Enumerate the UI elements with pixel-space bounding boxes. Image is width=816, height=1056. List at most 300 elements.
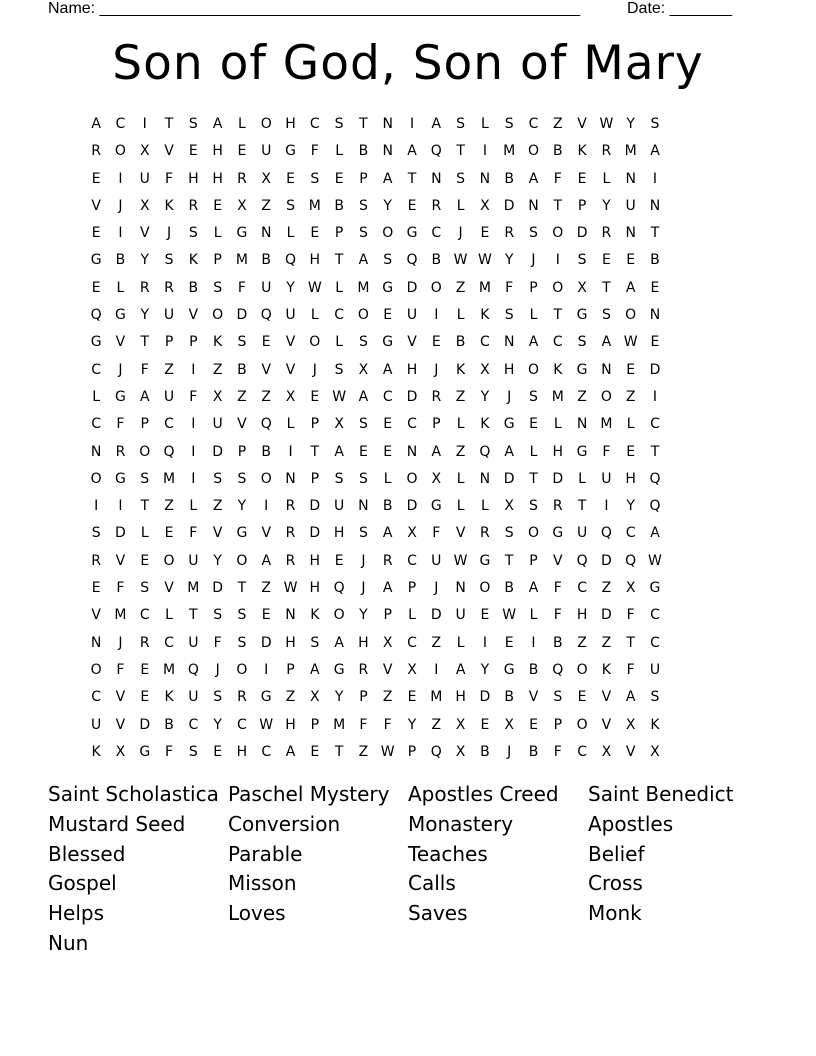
- grid-letter: C: [577, 743, 587, 760]
- grid-letter: N: [625, 225, 636, 242]
- grid-letter: V: [212, 525, 223, 542]
- grid-letter: D: [115, 525, 126, 542]
- grid-letter: J: [434, 361, 439, 378]
- grid-letter: K: [213, 334, 223, 351]
- grid-letter: W: [259, 716, 274, 733]
- word-bank-item: Monastery: [408, 811, 514, 836]
- grid-letter: P: [432, 416, 441, 433]
- grid-letter: D: [600, 552, 612, 569]
- grid-letter: U: [649, 661, 661, 678]
- grid-letter: P: [334, 225, 344, 242]
- grid-letter: D: [503, 470, 515, 487]
- grid-letter: U: [212, 416, 223, 433]
- grid-letter: O: [406, 470, 418, 487]
- grid-letter: C: [625, 525, 636, 542]
- grid-letter: R: [431, 197, 442, 214]
- grid-letter: Y: [407, 716, 417, 733]
- grid-letter: O: [139, 443, 151, 460]
- grid-letter: I: [482, 143, 487, 160]
- grid-letter: C: [407, 634, 417, 651]
- grid-letter: Q: [430, 143, 442, 160]
- grid-letter: L: [578, 470, 586, 487]
- grid-letter: F: [237, 279, 246, 296]
- grid-letter: C: [407, 552, 417, 569]
- grid-letter: X: [455, 716, 466, 733]
- grid-row: [84, 551, 744, 578]
- grid-letter: T: [237, 580, 247, 597]
- grid-letter: Z: [601, 634, 612, 651]
- grid-letter: D: [503, 197, 515, 214]
- grid-letter: W: [380, 743, 395, 760]
- grid-letter: V: [91, 607, 101, 624]
- grid-letter: X: [139, 143, 150, 160]
- grid-letter: L: [116, 279, 125, 296]
- grid-letter: P: [310, 416, 320, 433]
- grid-letter: Y: [286, 279, 295, 296]
- grid-letter: J: [458, 225, 463, 242]
- grid-letter: R: [91, 552, 102, 569]
- grid-letter: Q: [649, 470, 661, 487]
- grid-letter: A: [212, 116, 223, 132]
- grid-letter: A: [528, 334, 539, 351]
- grid-letter: O: [430, 279, 442, 296]
- grid-letter: O: [90, 661, 102, 678]
- grid-letter: U: [163, 388, 175, 405]
- word-bank-item: Conversion: [228, 811, 341, 836]
- grid-letter: D: [309, 498, 321, 515]
- grid-letter: P: [529, 279, 538, 296]
- grid-letter: B: [455, 334, 466, 351]
- grid-letter: F: [432, 525, 441, 542]
- grid-letter: M: [624, 143, 637, 160]
- grid-letter: A: [358, 388, 369, 405]
- grid-letter: F: [553, 170, 562, 187]
- grid-letter: L: [238, 116, 246, 132]
- grid-letter: T: [529, 470, 538, 487]
- grid-letter: N: [90, 443, 102, 460]
- grid-letter: C: [407, 416, 417, 433]
- grid-letter: Q: [552, 661, 564, 678]
- grid-letter: A: [431, 443, 442, 460]
- grid-letter: L: [286, 225, 295, 242]
- grid-letter: R: [285, 498, 296, 515]
- grid-row: [84, 250, 744, 277]
- grid-letter: G: [576, 443, 588, 460]
- grid-letter: K: [164, 197, 174, 214]
- grid-letter: T: [504, 552, 514, 569]
- grid-letter: E: [529, 716, 538, 733]
- grid-letter: S: [577, 334, 587, 351]
- grid-letter: T: [553, 197, 563, 214]
- grid-letter: C: [650, 416, 660, 433]
- grid-letter: E: [334, 552, 344, 569]
- grid-letter: M: [551, 388, 564, 405]
- grid-letter: H: [576, 607, 588, 624]
- grid-letter: T: [334, 743, 344, 760]
- grid-letter: Q: [260, 416, 272, 433]
- grid-letter: P: [359, 689, 368, 706]
- grid-letter: H: [358, 634, 369, 651]
- grid-letter: P: [237, 443, 247, 460]
- grid-letter: Z: [431, 716, 442, 733]
- grid-letter: G: [576, 307, 588, 324]
- grid-letter: N: [358, 498, 369, 515]
- grid-letter: S: [213, 607, 223, 624]
- grid-letter: L: [335, 279, 344, 296]
- grid-letter: J: [118, 634, 123, 651]
- grid-letter: I: [191, 361, 196, 378]
- grid-letter: X: [310, 689, 320, 706]
- grid-letter: S: [188, 116, 198, 132]
- grid-letter: O: [527, 361, 539, 378]
- grid-letter: R: [188, 197, 199, 214]
- grid-letter: U: [625, 197, 636, 214]
- word-bank-item: Loves: [228, 901, 286, 926]
- grid-letter: D: [212, 580, 224, 597]
- word-bank-item: Saint Scholastica: [48, 782, 219, 806]
- grid-letter: S: [601, 307, 611, 324]
- grid-letter: X: [625, 580, 636, 597]
- grid-row: [84, 660, 744, 687]
- grid-letter: W: [599, 116, 614, 132]
- grid-letter: B: [504, 170, 514, 187]
- grid-letter: C: [431, 225, 442, 242]
- grid-letter: S: [358, 197, 368, 214]
- grid-letter: F: [553, 580, 562, 597]
- grid-letter: Y: [237, 498, 247, 515]
- grid-row: [84, 223, 744, 250]
- grid-letter: S: [334, 116, 344, 132]
- grid-letter: G: [236, 525, 248, 542]
- grid-letter: Z: [431, 634, 442, 651]
- grid-letter: V: [164, 143, 174, 160]
- grid-letter: O: [114, 143, 126, 160]
- grid-letter: P: [213, 252, 222, 269]
- grid-letter: E: [310, 743, 320, 760]
- grid-letter: K: [650, 716, 660, 733]
- grid-letter: X: [431, 470, 442, 487]
- grid-letter: M: [357, 279, 370, 296]
- word-bank-item: Saint Benedict: [588, 782, 734, 806]
- grid-letter: I: [191, 416, 196, 433]
- grid-letter: F: [165, 743, 174, 760]
- grid-letter: Y: [140, 252, 150, 269]
- grid-letter: M: [114, 607, 127, 624]
- grid-letter: Z: [261, 197, 272, 214]
- grid-letter: Z: [285, 689, 296, 706]
- grid-letter: S: [529, 498, 538, 515]
- grid-letter: X: [139, 197, 150, 214]
- grid-letter: O: [309, 334, 321, 351]
- grid-letter: B: [164, 716, 174, 733]
- grid-letter: B: [261, 443, 272, 460]
- grid-letter: E: [91, 170, 101, 187]
- grid-letter: T: [334, 252, 344, 269]
- grid-letter: O: [527, 143, 539, 160]
- grid-letter: T: [310, 443, 320, 460]
- word-bank-item: Cross: [588, 871, 643, 896]
- grid-letter: B: [431, 252, 442, 269]
- grid-letter: H: [309, 552, 321, 569]
- grid-letter: J: [361, 552, 366, 569]
- grid-letter: E: [383, 443, 393, 460]
- grid-letter: Z: [455, 279, 466, 296]
- grid-letter: L: [480, 498, 489, 515]
- grid-letter: Q: [479, 443, 491, 460]
- grid-letter: M: [333, 716, 346, 733]
- grid-letter: U: [406, 307, 418, 324]
- grid-row: [84, 141, 744, 168]
- grid-letter: V: [407, 334, 417, 351]
- grid-letter: G: [430, 498, 442, 515]
- grid-letter: A: [625, 279, 636, 296]
- grid-letter: E: [577, 170, 587, 187]
- grid-letter: E: [431, 334, 441, 351]
- grid-letter: R: [285, 525, 296, 542]
- grid-letter: V: [261, 361, 272, 378]
- grid-letter: R: [358, 661, 369, 678]
- grid-letter: W: [283, 580, 298, 597]
- grid-letter: L: [456, 470, 465, 487]
- grid-letter: Y: [626, 116, 635, 132]
- grid-letter: T: [553, 307, 563, 324]
- grid-letter: O: [625, 307, 637, 324]
- grid-letter: A: [261, 552, 272, 569]
- grid-letter: U: [139, 170, 150, 187]
- grid-letter: N: [285, 470, 296, 487]
- grid-letter: L: [165, 607, 173, 624]
- grid-letter: I: [191, 470, 196, 487]
- grid-letter: S: [188, 225, 198, 242]
- grid-letter: N: [406, 443, 418, 460]
- grid-letter: U: [188, 552, 199, 569]
- grid-letter: B: [480, 743, 490, 760]
- grid-letter: S: [310, 634, 320, 651]
- grid-letter: C: [115, 116, 126, 132]
- grid-letter: D: [309, 525, 321, 542]
- grid-letter: U: [188, 634, 199, 651]
- grid-letter: N: [649, 197, 661, 214]
- grid-letter: L: [529, 443, 538, 460]
- grid-letter: Z: [212, 498, 223, 515]
- word-bank-item: Misson: [228, 871, 297, 896]
- grid-letter: M: [162, 661, 176, 678]
- grid-row: [84, 278, 744, 305]
- grid-letter: R: [139, 634, 150, 651]
- grid-letter: U: [261, 143, 272, 160]
- grid-letter: X: [407, 525, 417, 542]
- grid-letter: Y: [504, 252, 514, 269]
- grid-letter: R: [91, 143, 102, 160]
- grid-letter: S: [504, 525, 514, 542]
- grid-letter: F: [189, 388, 198, 405]
- grid-letter: S: [456, 170, 466, 187]
- grid-letter: X: [504, 498, 514, 515]
- grid-letter: J: [215, 661, 220, 678]
- grid-letter: L: [480, 116, 489, 132]
- grid-letter: I: [264, 498, 269, 515]
- grid-letter: X: [334, 416, 344, 433]
- grid-letter: S: [529, 225, 538, 242]
- grid-letter: N: [455, 580, 466, 597]
- grid-letter: V: [528, 689, 539, 706]
- grid-letter: W: [502, 607, 517, 624]
- grid-letter: D: [260, 634, 272, 651]
- grid-letter: Z: [552, 116, 563, 132]
- grid-letter: V: [115, 552, 126, 569]
- grid-letter: V: [139, 225, 150, 242]
- grid-letter: O: [576, 661, 588, 678]
- grid-letter: H: [188, 170, 199, 187]
- grid-letter: W: [453, 552, 468, 569]
- grid-letter: C: [164, 634, 174, 651]
- grid-letter: W: [307, 279, 322, 296]
- grid-letter: G: [479, 552, 491, 569]
- grid-letter: A: [358, 252, 369, 269]
- grid-letter: S: [310, 170, 320, 187]
- grid-letter: A: [431, 116, 442, 132]
- grid-letter: E: [480, 716, 490, 733]
- grid-letter: O: [212, 307, 224, 324]
- grid-letter: K: [480, 416, 490, 433]
- grid-row: [84, 360, 744, 387]
- grid-letter: R: [382, 552, 393, 569]
- grid-letter: S: [213, 689, 223, 706]
- grid-letter: Z: [164, 498, 174, 515]
- word-bank-item: Blessed: [48, 841, 126, 866]
- grid-letter: C: [528, 116, 539, 132]
- grid-letter: E: [261, 334, 271, 351]
- grid-letter: L: [140, 525, 149, 542]
- grid-letter: A: [650, 525, 660, 542]
- word-bank-item: Calls: [408, 871, 456, 896]
- grid-letter: E: [383, 307, 393, 324]
- grid-letter: T: [140, 498, 150, 515]
- grid-letter: S: [529, 388, 538, 405]
- grid-letter: Y: [213, 716, 222, 733]
- grid-letter: D: [139, 716, 151, 733]
- grid-letter: A: [625, 689, 636, 706]
- grid-letter: S: [334, 470, 344, 487]
- grid-letter: D: [212, 443, 224, 460]
- grid-letter: E: [91, 225, 101, 242]
- grid-letter: L: [529, 307, 538, 324]
- grid-letter: W: [453, 252, 468, 269]
- grid-letter: A: [601, 334, 612, 351]
- grid-letter: E: [140, 689, 150, 706]
- grid-letter: K: [310, 607, 320, 624]
- grid-letter: V: [285, 361, 296, 378]
- grid-letter: U: [188, 689, 199, 706]
- grid-letter: U: [601, 470, 612, 487]
- grid-letter: L: [602, 170, 611, 187]
- grid-letter: E: [188, 143, 198, 160]
- grid-letter: R: [139, 279, 150, 296]
- grid-letter: O: [552, 279, 564, 296]
- grid-letter: P: [164, 334, 174, 351]
- grid-letter: H: [406, 361, 418, 378]
- grid-letter: J: [531, 252, 536, 269]
- grid-letter: I: [652, 388, 658, 405]
- grid-letter: V: [455, 525, 466, 542]
- grid-letter: M: [430, 689, 443, 706]
- grid-letter: C: [91, 689, 102, 706]
- grid-letter: V: [261, 525, 272, 542]
- grid-letter: N: [528, 197, 539, 214]
- grid-letter: V: [285, 334, 296, 351]
- grid-letter: C: [188, 716, 199, 733]
- grid-letter: C: [382, 388, 393, 405]
- grid-letter: B: [528, 661, 539, 678]
- grid-letter: X: [625, 716, 636, 733]
- grid-letter: J: [118, 361, 123, 378]
- grid-letter: S: [334, 361, 344, 378]
- grid-letter: X: [650, 743, 660, 760]
- grid-letter: I: [191, 443, 196, 460]
- grid-letter: S: [553, 689, 563, 706]
- grid-letter: G: [503, 416, 515, 433]
- grid-letter: B: [650, 252, 660, 269]
- grid-letter: E: [407, 197, 417, 214]
- grid-letter: E: [407, 689, 417, 706]
- grid-letter: G: [406, 225, 418, 242]
- grid-letter: X: [358, 361, 369, 378]
- grid-letter: T: [602, 279, 611, 296]
- grid-letter: V: [115, 689, 126, 706]
- grid-letter: G: [90, 334, 102, 351]
- grid-letter: U: [261, 279, 272, 296]
- grid-letter: E: [626, 361, 636, 378]
- grid-row: [84, 523, 744, 550]
- grid-row: [84, 169, 744, 196]
- grid-letter: N: [260, 225, 272, 242]
- grid-letter: X: [407, 661, 417, 678]
- grid-letter: F: [165, 170, 174, 187]
- grid-letter: B: [188, 279, 199, 296]
- grid-letter: S: [358, 525, 368, 542]
- grid-row: [84, 605, 744, 632]
- grid-letter: T: [359, 116, 368, 132]
- grid-letter: R: [601, 143, 612, 160]
- grid-letter: Y: [140, 307, 150, 324]
- grid-letter: S: [91, 525, 101, 542]
- grid-letter: N: [601, 361, 612, 378]
- grid-letter: A: [310, 661, 320, 678]
- grid-letter: L: [335, 143, 344, 160]
- grid-letter: O: [260, 470, 272, 487]
- grid-letter: H: [212, 170, 223, 187]
- grid-letter: I: [409, 116, 415, 132]
- word-bank-item: Nun: [48, 930, 89, 955]
- grid-letter: A: [650, 143, 660, 160]
- grid-letter: Q: [163, 443, 175, 460]
- grid-letter: J: [507, 743, 512, 760]
- grid-letter: D: [576, 225, 588, 242]
- grid-letter: J: [312, 361, 317, 378]
- grid-letter: E: [577, 689, 587, 706]
- grid-letter: E: [626, 443, 636, 460]
- grid-letter: E: [529, 416, 538, 433]
- grid-letter: G: [649, 580, 661, 597]
- grid-letter: R: [480, 525, 490, 542]
- grid-letter: K: [456, 361, 466, 378]
- grid-letter: E: [480, 607, 490, 624]
- grid-letter: E: [334, 170, 344, 187]
- grid-letter: E: [213, 197, 223, 214]
- grid-letter: F: [116, 416, 125, 433]
- grid-letter: U: [285, 307, 296, 324]
- grid-letter: W: [477, 252, 492, 269]
